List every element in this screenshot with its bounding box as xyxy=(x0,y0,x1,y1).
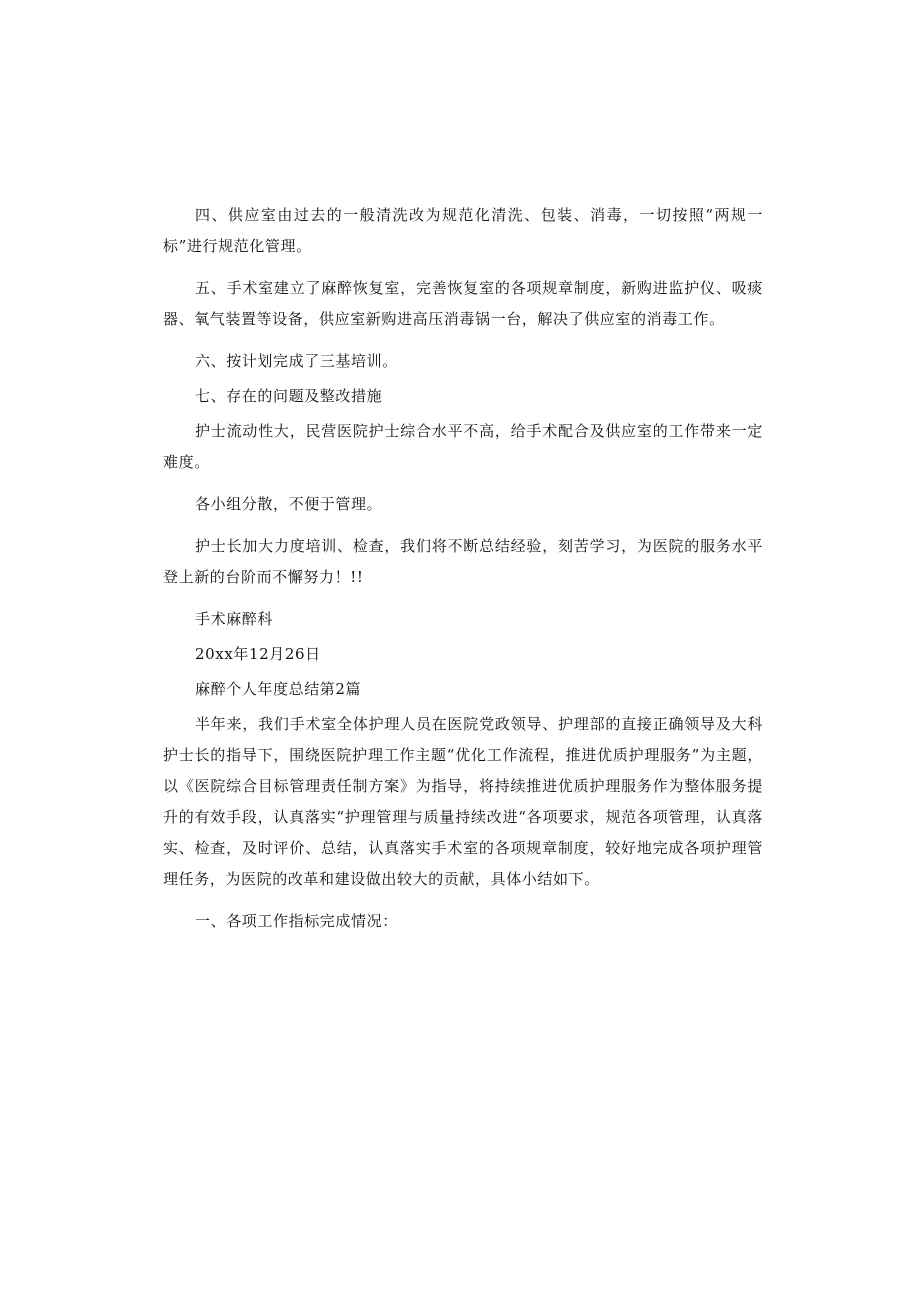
document-body xyxy=(163,200,763,937)
article-title: 麻醉个人年度总结第2篇 xyxy=(195,680,362,698)
paragraph-group-dispersal: 各小组分散，不便于管理。 xyxy=(195,495,383,513)
paragraph-supply-room: 四、供应室由过去的一般清洗改为规范化清洗、包装、消毒，一切按照“两规一标”进行规范化管理。 xyxy=(163,206,763,255)
paragraph-nurse-turnover: 护士流动性大，民营医院护士综合水平不高，给手术配合及供应室的工作带来一定难度。 xyxy=(163,422,763,471)
signature-date: 20xx年12月26日 xyxy=(195,645,321,663)
signature-department: 手术麻醉科 xyxy=(195,610,274,628)
section-heading-problems: 七、存在的问题及整改措施 xyxy=(195,387,383,405)
paragraph-improvement: 护士长加大力度培训、检查，我们将不断总结经验，刻苦学习，为医院的服务水平登上新的台阶而不懈努力！!! xyxy=(163,537,763,586)
paragraph-recovery-room: 五、手术室建立了麻醉恢复室，完善恢复室的各项规章制度，新购进监护仪、吸痰器、氧气装置等设备，供应室新购进高压消毒锅一台，解决了供应室的消毒工作。 xyxy=(163,279,763,328)
section-heading-indicators: 一、各项工作指标完成情况： xyxy=(195,912,398,930)
paragraph-training: 六、按计划完成了三基培训。 xyxy=(195,352,398,370)
paragraph-half-year-summary: 半年来，我们手术室全体护理人员在医院党政领导、护理部的直接正确领导及大科护士长的指导下，围绕医院护理工作主题“优化工作流程，推进优质护理服务”为主题，以《医院综合目标管理责任制方案》为指导，将持续推进优质护理服务作为整体服务提升的有效手段，认真落实“护理管理与质量持续改进“各项要求，规范各项管理，认真落实、检查，及时评价、总结，认真落实手术室的各项规章制度，较好地完成各项护理管理任务，为医院的改革和建设做出较大的贡献，具体小结如下。 xyxy=(163,715,763,888)
